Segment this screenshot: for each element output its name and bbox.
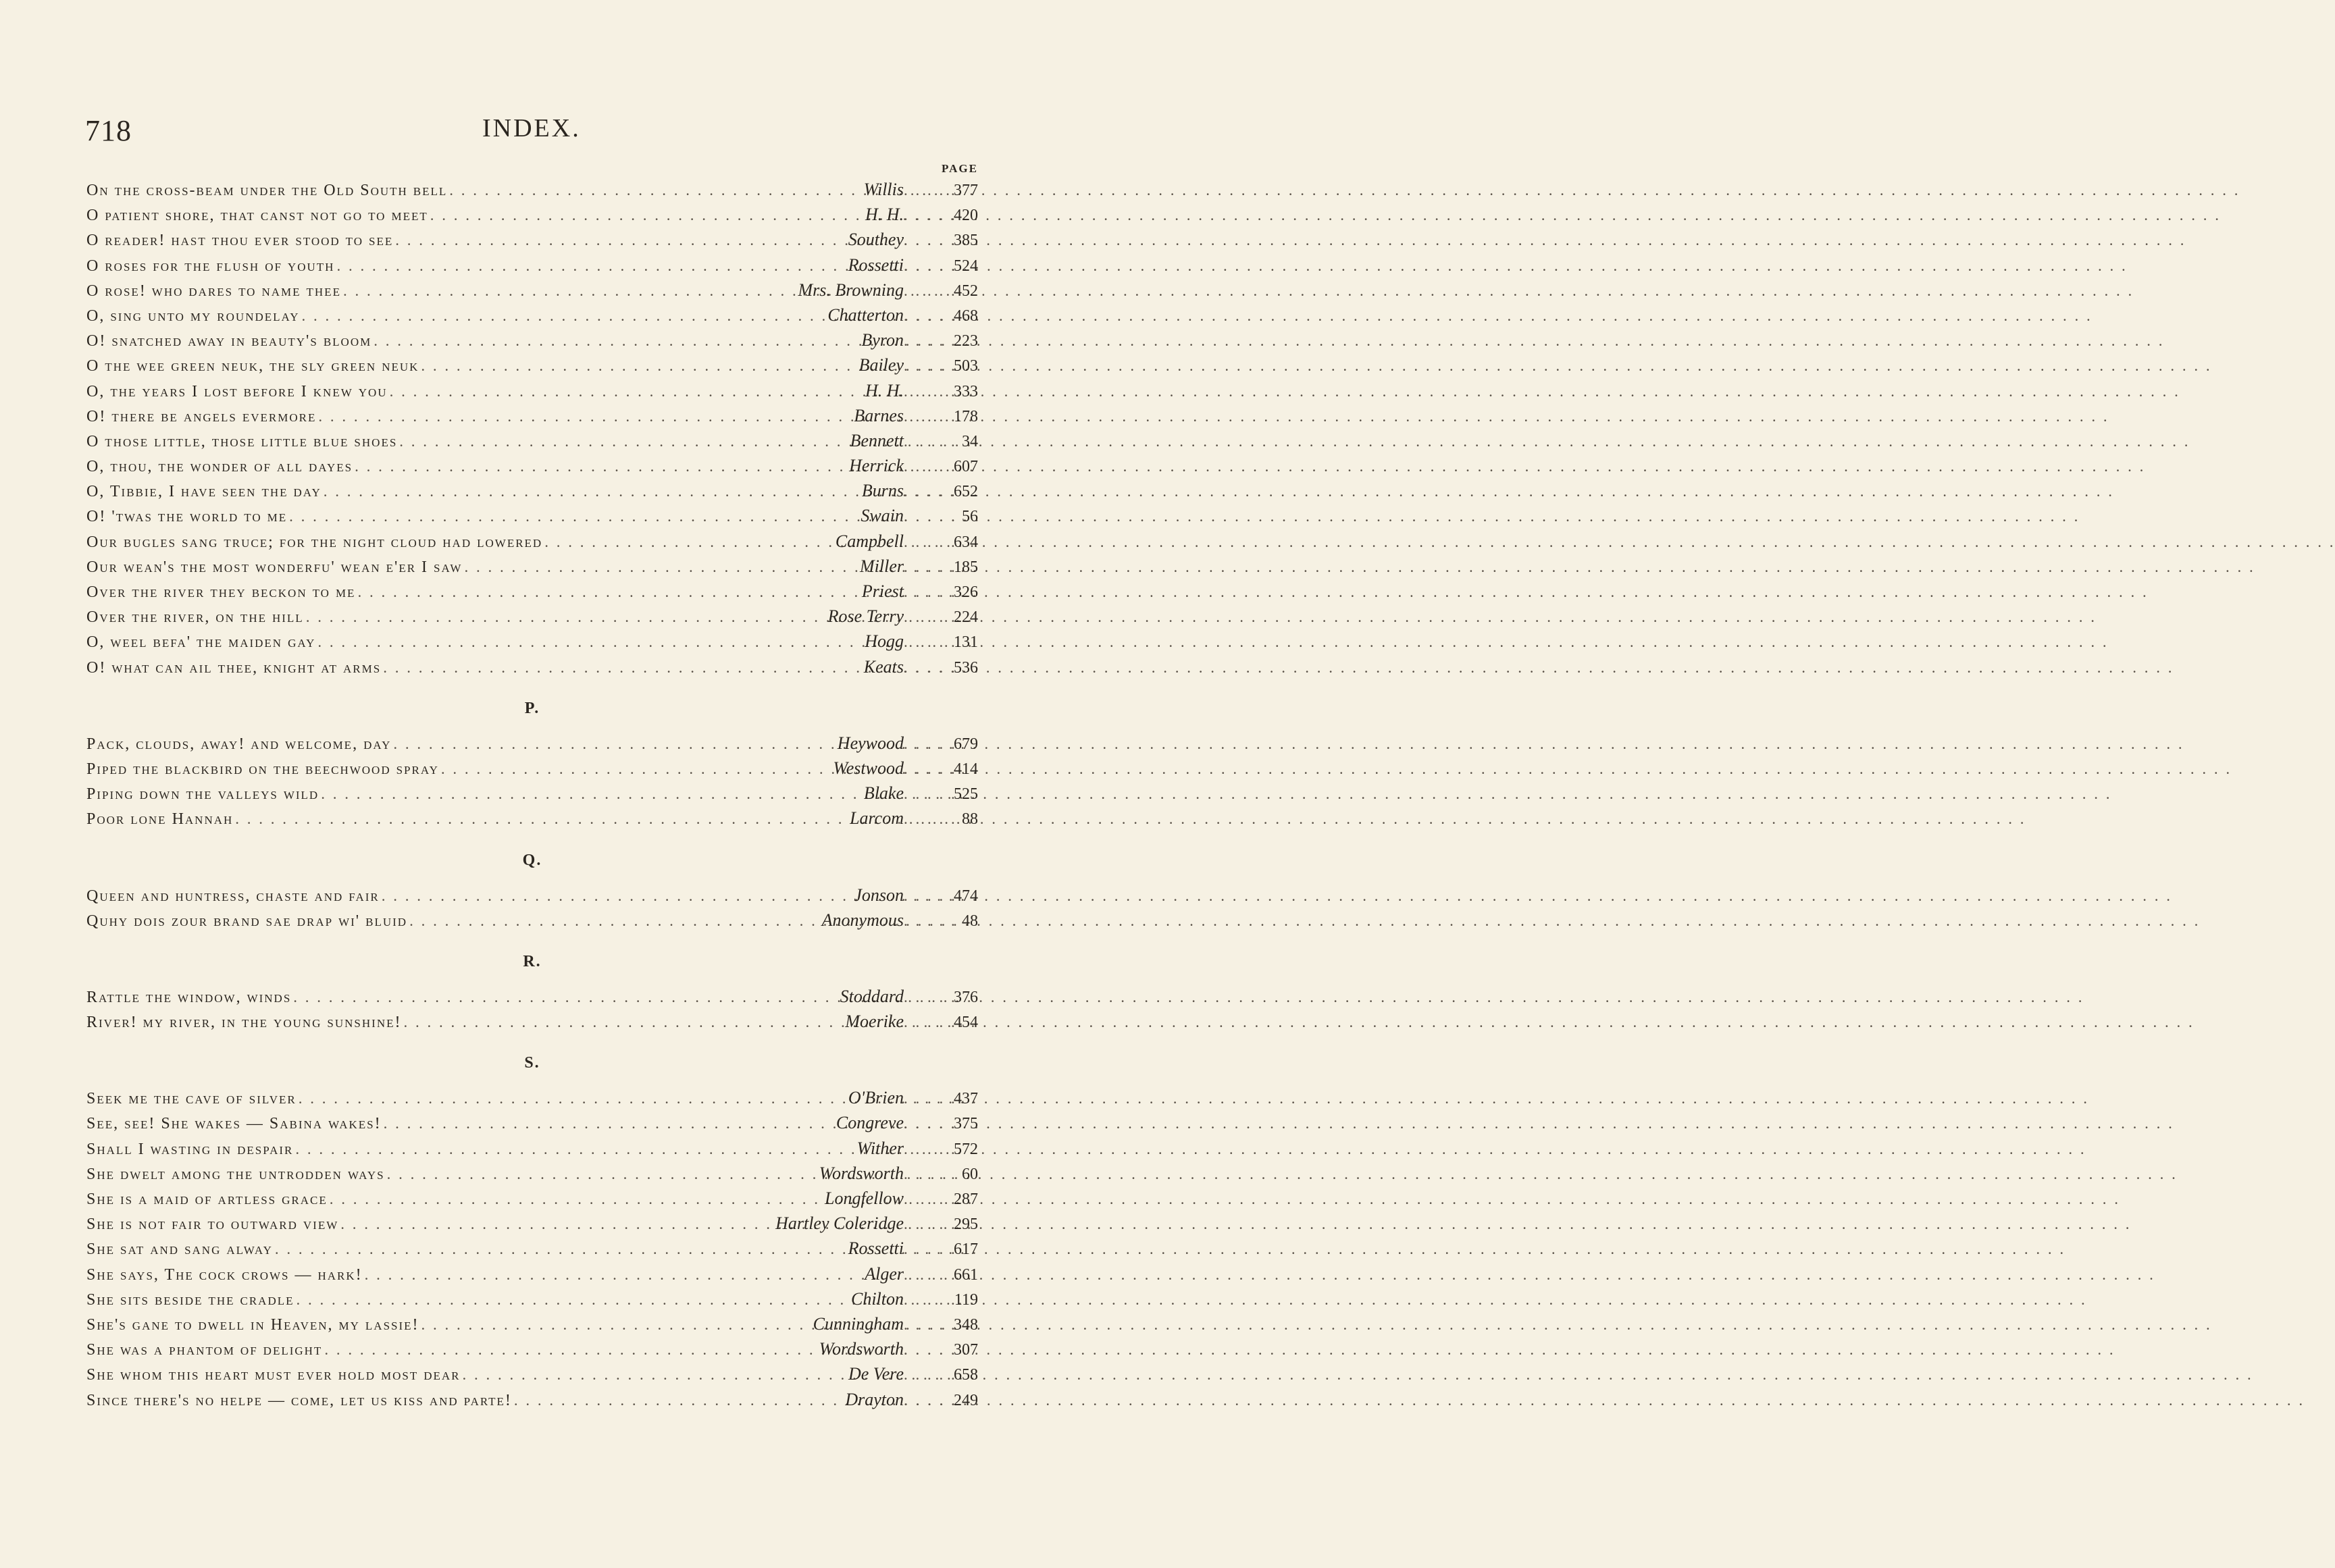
dot-leader-trail xyxy=(904,985,938,1010)
index-entry xyxy=(86,1136,978,1161)
index-entry xyxy=(86,503,978,528)
entry-first-line: O patient shore, that canst not go to meet xyxy=(86,207,428,225)
index-entry xyxy=(86,303,978,328)
page-number: 718 xyxy=(85,114,132,147)
dot-leader xyxy=(355,454,847,479)
entry-page-number: 414 xyxy=(954,760,978,778)
entry-first-line: Our wean's the most wonderfu' wean e'er I saw xyxy=(86,558,463,576)
entry-author: Bennett xyxy=(850,430,904,450)
entry-author: Heywood xyxy=(837,733,904,753)
dot-leader-trail xyxy=(904,1362,938,1387)
dot-leader xyxy=(403,1010,843,1035)
dot-leader xyxy=(384,1111,834,1136)
entry-page-number: 56 xyxy=(962,508,978,526)
entry-author: Barnes xyxy=(854,405,904,425)
entry-page-number: 348 xyxy=(954,1315,978,1334)
entry-first-line: O roses for the flush of youth xyxy=(86,257,335,275)
dot-leader-trail xyxy=(904,756,938,781)
index-entry xyxy=(86,202,978,227)
entry-author: Stoddard xyxy=(840,986,904,1006)
entry-author: Rossetti xyxy=(848,1238,904,1259)
dot-leader xyxy=(409,908,820,933)
index-entry xyxy=(86,529,978,554)
entry-page-number: 119 xyxy=(954,1290,978,1309)
entry-page-number: 185 xyxy=(954,558,978,576)
entry-first-line: See, see! She wakes — Sabina wakes! xyxy=(86,1115,382,1133)
entry-first-line: Over the river, on the hill xyxy=(86,608,304,627)
dot-leader xyxy=(430,203,863,228)
dot-leader xyxy=(464,554,858,579)
entry-page-number: 385 xyxy=(954,232,978,250)
index-entry xyxy=(86,731,978,756)
dot-leader-trail xyxy=(904,1010,938,1035)
dot-leader xyxy=(306,604,826,629)
index-entry xyxy=(86,756,978,781)
dot-leader-trail xyxy=(904,806,938,831)
entry-page-number: 437 xyxy=(954,1090,978,1108)
entry-first-line: Quhy dois zour brand sae drap wi' bluid xyxy=(86,912,408,930)
index-entry xyxy=(86,654,978,679)
entry-author: Southey xyxy=(848,230,904,250)
entry-page-number: 295 xyxy=(954,1216,978,1234)
entry-author: Herrick xyxy=(849,456,904,476)
section-letter: R. xyxy=(523,952,542,970)
index-entry xyxy=(86,1261,978,1286)
index-entry xyxy=(86,984,978,1009)
entry-first-line: O the wee green neuk, the sly green neuk xyxy=(86,357,419,375)
index-entry xyxy=(86,1161,978,1186)
index-entry xyxy=(86,253,978,278)
book-page xyxy=(0,0,1066,1568)
entry-first-line: Over the river they beckon to me xyxy=(86,583,356,601)
entry-first-line: Pack, clouds, away! and welcome, day xyxy=(86,735,392,753)
entry-page-number: 376 xyxy=(954,988,978,1006)
entry-author: Chatterton xyxy=(827,305,904,325)
entry-page-number: 307 xyxy=(954,1341,978,1359)
dot-leader-trail xyxy=(904,353,938,378)
dot-leader-trail xyxy=(904,655,938,680)
entry-author: Moerike xyxy=(845,1012,904,1032)
entry-first-line: She whom this heart must ever hold most dear xyxy=(86,1366,461,1384)
entry-author: Rossetti xyxy=(848,255,904,275)
index-entry xyxy=(86,554,978,579)
entry-author: Congreve xyxy=(836,1113,904,1133)
index-entry xyxy=(86,278,978,303)
entry-first-line: Queen and huntress, chaste and fair xyxy=(86,887,380,905)
dot-leader xyxy=(336,253,846,278)
page-column-label: PAGE xyxy=(942,162,978,175)
entry-author: Keats xyxy=(863,656,904,677)
entry-page-number: 454 xyxy=(954,1014,978,1032)
entry-page-number: 60 xyxy=(962,1165,978,1183)
entry-first-line: She says, The cock crows — hark! xyxy=(86,1265,363,1284)
entry-author: Wither xyxy=(856,1138,904,1158)
entry-author: Anonymous xyxy=(821,910,904,930)
entry-first-line: O! what can ail thee, knight at arms xyxy=(86,658,382,677)
entry-page-number: 178 xyxy=(954,407,978,425)
entry-first-line: She's gane to dwell in Heaven, my lassie! xyxy=(86,1315,419,1334)
entry-author: Chilton xyxy=(850,1288,904,1309)
entry-author: Wordsworth xyxy=(819,1163,904,1183)
dot-leader-trail xyxy=(904,529,938,554)
dot-leader-trail xyxy=(904,328,938,353)
entry-first-line: Since there's no helpe — come, let us kiss and parte! xyxy=(86,1391,512,1409)
index-entry xyxy=(86,352,978,377)
index-entry xyxy=(86,1336,978,1361)
entry-author: Blake xyxy=(863,783,904,804)
index-entry xyxy=(86,453,978,478)
dot-leader xyxy=(317,629,863,654)
entry-author: Hartley Coleridge xyxy=(775,1213,904,1234)
dot-leader-trail xyxy=(904,1337,938,1362)
dot-leader-trail xyxy=(904,228,938,253)
entry-first-line: Shall I wasting in despair xyxy=(86,1140,294,1158)
entry-author: De Vere xyxy=(848,1364,904,1384)
index-entry xyxy=(86,328,978,352)
index-list xyxy=(86,177,978,1412)
dot-leader-trail xyxy=(904,1312,938,1337)
entry-page-number: 617 xyxy=(954,1240,978,1259)
entry-first-line: O, sing unto my roundelay xyxy=(86,307,300,325)
entry-author: Rose Terry xyxy=(827,606,904,627)
entry-page-number: 452 xyxy=(954,282,978,300)
dot-leader xyxy=(374,328,859,353)
entry-author: Swain xyxy=(861,506,904,526)
entry-author: H. H. xyxy=(865,205,904,225)
entry-page-number: 420 xyxy=(954,207,978,225)
entry-first-line: O, weel befa' the maiden gay xyxy=(86,633,316,652)
entry-first-line: She is not fair to outward view xyxy=(86,1216,339,1234)
index-entry xyxy=(86,378,978,403)
index-entry xyxy=(86,579,978,604)
entry-first-line: She dwelt among the untrodden ways xyxy=(86,1165,385,1183)
dot-leader xyxy=(441,756,831,781)
index-entry xyxy=(86,428,978,453)
dot-leader xyxy=(421,353,856,378)
dot-leader-trail xyxy=(904,604,938,629)
dot-leader xyxy=(382,883,852,908)
entry-page-number: 287 xyxy=(954,1191,978,1208)
index-entry xyxy=(86,1286,978,1311)
entry-author: Alger xyxy=(865,1263,904,1284)
dot-leader xyxy=(302,303,826,328)
entry-author: Larcom xyxy=(850,808,904,829)
index-entry xyxy=(86,883,978,908)
index-entry xyxy=(86,1211,978,1236)
entry-page-number: 333 xyxy=(954,382,978,400)
index-entry xyxy=(86,781,978,806)
entry-page-number: 88 xyxy=(962,810,978,829)
dot-leader xyxy=(235,806,848,831)
entry-first-line: O those little, those little blue shoes xyxy=(86,432,398,450)
entry-first-line: O! 'twas the world to me xyxy=(86,508,288,526)
entry-page-number: 249 xyxy=(954,1391,978,1409)
entry-author: Drayton xyxy=(845,1389,904,1409)
dot-leader xyxy=(365,1262,863,1287)
dot-leader-trail xyxy=(904,379,938,404)
dot-leader-trail xyxy=(904,629,938,654)
entry-page-number: 525 xyxy=(954,785,978,804)
dot-leader-trail xyxy=(904,1287,938,1312)
dot-leader xyxy=(293,985,838,1010)
entry-page-number: 536 xyxy=(954,658,978,677)
entry-author: Priest xyxy=(861,581,904,601)
entry-first-line: Rattle the window, winds xyxy=(86,988,292,1006)
entry-author: Bailey xyxy=(858,355,904,375)
entry-first-line: She sits beside the cradle xyxy=(86,1290,294,1309)
entry-author: Mrs. Browning xyxy=(798,280,904,300)
dot-leader-trail xyxy=(904,1161,938,1186)
entry-page-number: 572 xyxy=(954,1140,978,1158)
dot-leader xyxy=(297,1287,849,1312)
index-entry xyxy=(86,1361,978,1386)
dot-leader xyxy=(318,404,852,429)
index-entry xyxy=(86,1311,978,1336)
entry-page-number: 607 xyxy=(954,458,978,476)
entry-page-number: 48 xyxy=(962,912,978,930)
dot-leader xyxy=(324,1337,817,1362)
entry-page-number: 224 xyxy=(954,608,978,627)
dot-leader xyxy=(395,228,846,253)
entry-page-number: 468 xyxy=(954,307,978,325)
dot-leader xyxy=(357,579,859,604)
entry-author: Longfellow xyxy=(824,1188,904,1208)
index-entry xyxy=(86,478,978,503)
dot-leader-trail xyxy=(904,1262,938,1287)
index-entry xyxy=(86,1110,978,1135)
index-entry xyxy=(86,177,978,202)
entry-first-line: Piped the blackbird on the beechwood spray xyxy=(86,760,439,778)
entry-author: Hogg xyxy=(865,631,904,652)
dot-leader-trail xyxy=(904,1086,938,1111)
entry-page-number: 34 xyxy=(962,432,978,450)
dot-leader-trail xyxy=(904,429,938,454)
dot-leader-trail xyxy=(904,178,938,203)
dot-leader-trail xyxy=(904,883,938,908)
running-title: INDEX. xyxy=(482,114,581,142)
entry-page-number: 377 xyxy=(954,182,978,199)
entry-author: Jonson xyxy=(854,885,904,905)
dot-leader-trail xyxy=(904,554,938,579)
entry-first-line: Piping down the valleys wild xyxy=(86,785,319,804)
entry-author: Westwood xyxy=(833,758,904,778)
index-entry xyxy=(86,1009,978,1034)
dot-leader-trail xyxy=(904,1111,938,1136)
entry-page-number: 326 xyxy=(954,583,978,601)
dot-leader-trail xyxy=(904,731,938,756)
entry-first-line: She sat and sang alway xyxy=(86,1240,273,1259)
dot-leader xyxy=(295,1136,854,1161)
entry-first-line: O, thou, the wonder of all dayes xyxy=(86,458,353,476)
entry-page-number: 375 xyxy=(954,1115,978,1133)
entry-page-number: 634 xyxy=(954,533,978,551)
dot-leader xyxy=(544,529,833,554)
dot-leader-trail xyxy=(904,504,938,529)
index-entry xyxy=(86,403,978,428)
entry-first-line: On the cross-beam under the Old South bell xyxy=(86,182,448,199)
dot-leader-trail xyxy=(904,253,938,278)
dot-leader xyxy=(324,479,860,504)
dot-leader-trail xyxy=(904,303,938,328)
index-entry xyxy=(86,1387,978,1412)
entry-first-line: O, Tibbie, I have seen the day xyxy=(86,483,322,501)
index-entry xyxy=(86,604,978,629)
index-entry xyxy=(86,629,978,654)
dot-leader-trail xyxy=(904,579,938,604)
entry-author: Burns xyxy=(861,481,904,501)
index-entry xyxy=(86,1186,978,1211)
dot-leader xyxy=(330,1186,823,1211)
dot-leader-trail xyxy=(904,203,938,228)
entry-page-number: 652 xyxy=(954,483,978,501)
dot-leader xyxy=(340,1211,773,1236)
entry-first-line: Seek me the cave of silver xyxy=(86,1090,297,1108)
dot-leader xyxy=(390,379,863,404)
index-entry xyxy=(86,908,978,933)
page-header xyxy=(85,113,977,147)
entry-author: O'Brien xyxy=(848,1088,904,1108)
dot-leader xyxy=(399,429,848,454)
dot-leader xyxy=(462,1362,846,1387)
index-entry xyxy=(86,1085,978,1110)
entry-first-line: O! there be angels evermore xyxy=(86,407,317,425)
section-letter: P. xyxy=(524,699,540,717)
section-letter: S. xyxy=(524,1054,540,1072)
section-letter: Q. xyxy=(522,851,542,869)
dot-leader xyxy=(387,1161,817,1186)
dot-leader-trail xyxy=(904,908,938,933)
dot-leader xyxy=(393,731,835,756)
entry-author: H. H. xyxy=(865,380,904,400)
dot-leader-trail xyxy=(904,1236,938,1261)
dot-leader-trail xyxy=(904,1388,938,1413)
entry-page-number: 679 xyxy=(954,735,978,753)
dot-leader xyxy=(514,1388,843,1413)
dot-leader-trail xyxy=(904,1136,938,1161)
entry-author: Campbell xyxy=(835,531,904,551)
dot-leader-trail xyxy=(904,1186,938,1211)
index-entry xyxy=(86,227,978,252)
entry-first-line: Poor lone Hannah xyxy=(86,810,234,829)
entry-author: Wordsworth xyxy=(819,1339,904,1359)
entry-first-line: O! snatched away in beauty's bloom xyxy=(86,332,372,350)
entry-first-line: O reader! hast thou ever stood to see xyxy=(86,232,394,250)
entry-page-number: 503 xyxy=(954,357,978,375)
dot-leader xyxy=(449,178,861,203)
index-entry xyxy=(86,806,978,831)
entry-author: Willis xyxy=(863,180,904,199)
entry-page-number: 223 xyxy=(954,332,978,350)
dot-leader-trail xyxy=(904,1211,938,1236)
entry-author: Byron xyxy=(861,330,904,350)
entry-page-number: 474 xyxy=(954,887,978,905)
dot-leader-trail xyxy=(904,781,938,806)
entry-author: Cunningham xyxy=(813,1313,904,1334)
entry-first-line: She was a phantom of delight xyxy=(86,1341,323,1359)
dot-leader-trail xyxy=(904,479,938,504)
dot-leader xyxy=(299,1086,846,1111)
dot-leader-trail xyxy=(904,278,938,303)
dot-leader xyxy=(343,278,796,303)
dot-leader xyxy=(321,781,862,806)
entry-first-line: River! my river, in the young sunshine! xyxy=(86,1014,402,1032)
dot-leader-trail xyxy=(904,404,938,429)
dot-leader-trail xyxy=(904,454,938,479)
entry-page-number: 661 xyxy=(954,1265,978,1284)
entry-page-number: 131 xyxy=(954,633,978,652)
index-entry xyxy=(86,1236,978,1261)
dot-leader xyxy=(289,504,858,529)
entry-page-number: 524 xyxy=(954,257,978,275)
dot-leader xyxy=(275,1236,846,1261)
dot-leader xyxy=(383,655,862,680)
entry-first-line: O, the years I lost before I knew you xyxy=(86,382,388,400)
entry-page-number: 658 xyxy=(954,1366,978,1384)
entry-first-line: Our bugles sang truce; for the night cloud had lowered xyxy=(86,533,543,551)
entry-first-line: O rose! who dares to name thee xyxy=(86,282,341,300)
dot-leader xyxy=(421,1312,811,1337)
entry-first-line: She is a maid of artless grace xyxy=(86,1191,328,1208)
entry-author: Miller xyxy=(860,556,904,576)
